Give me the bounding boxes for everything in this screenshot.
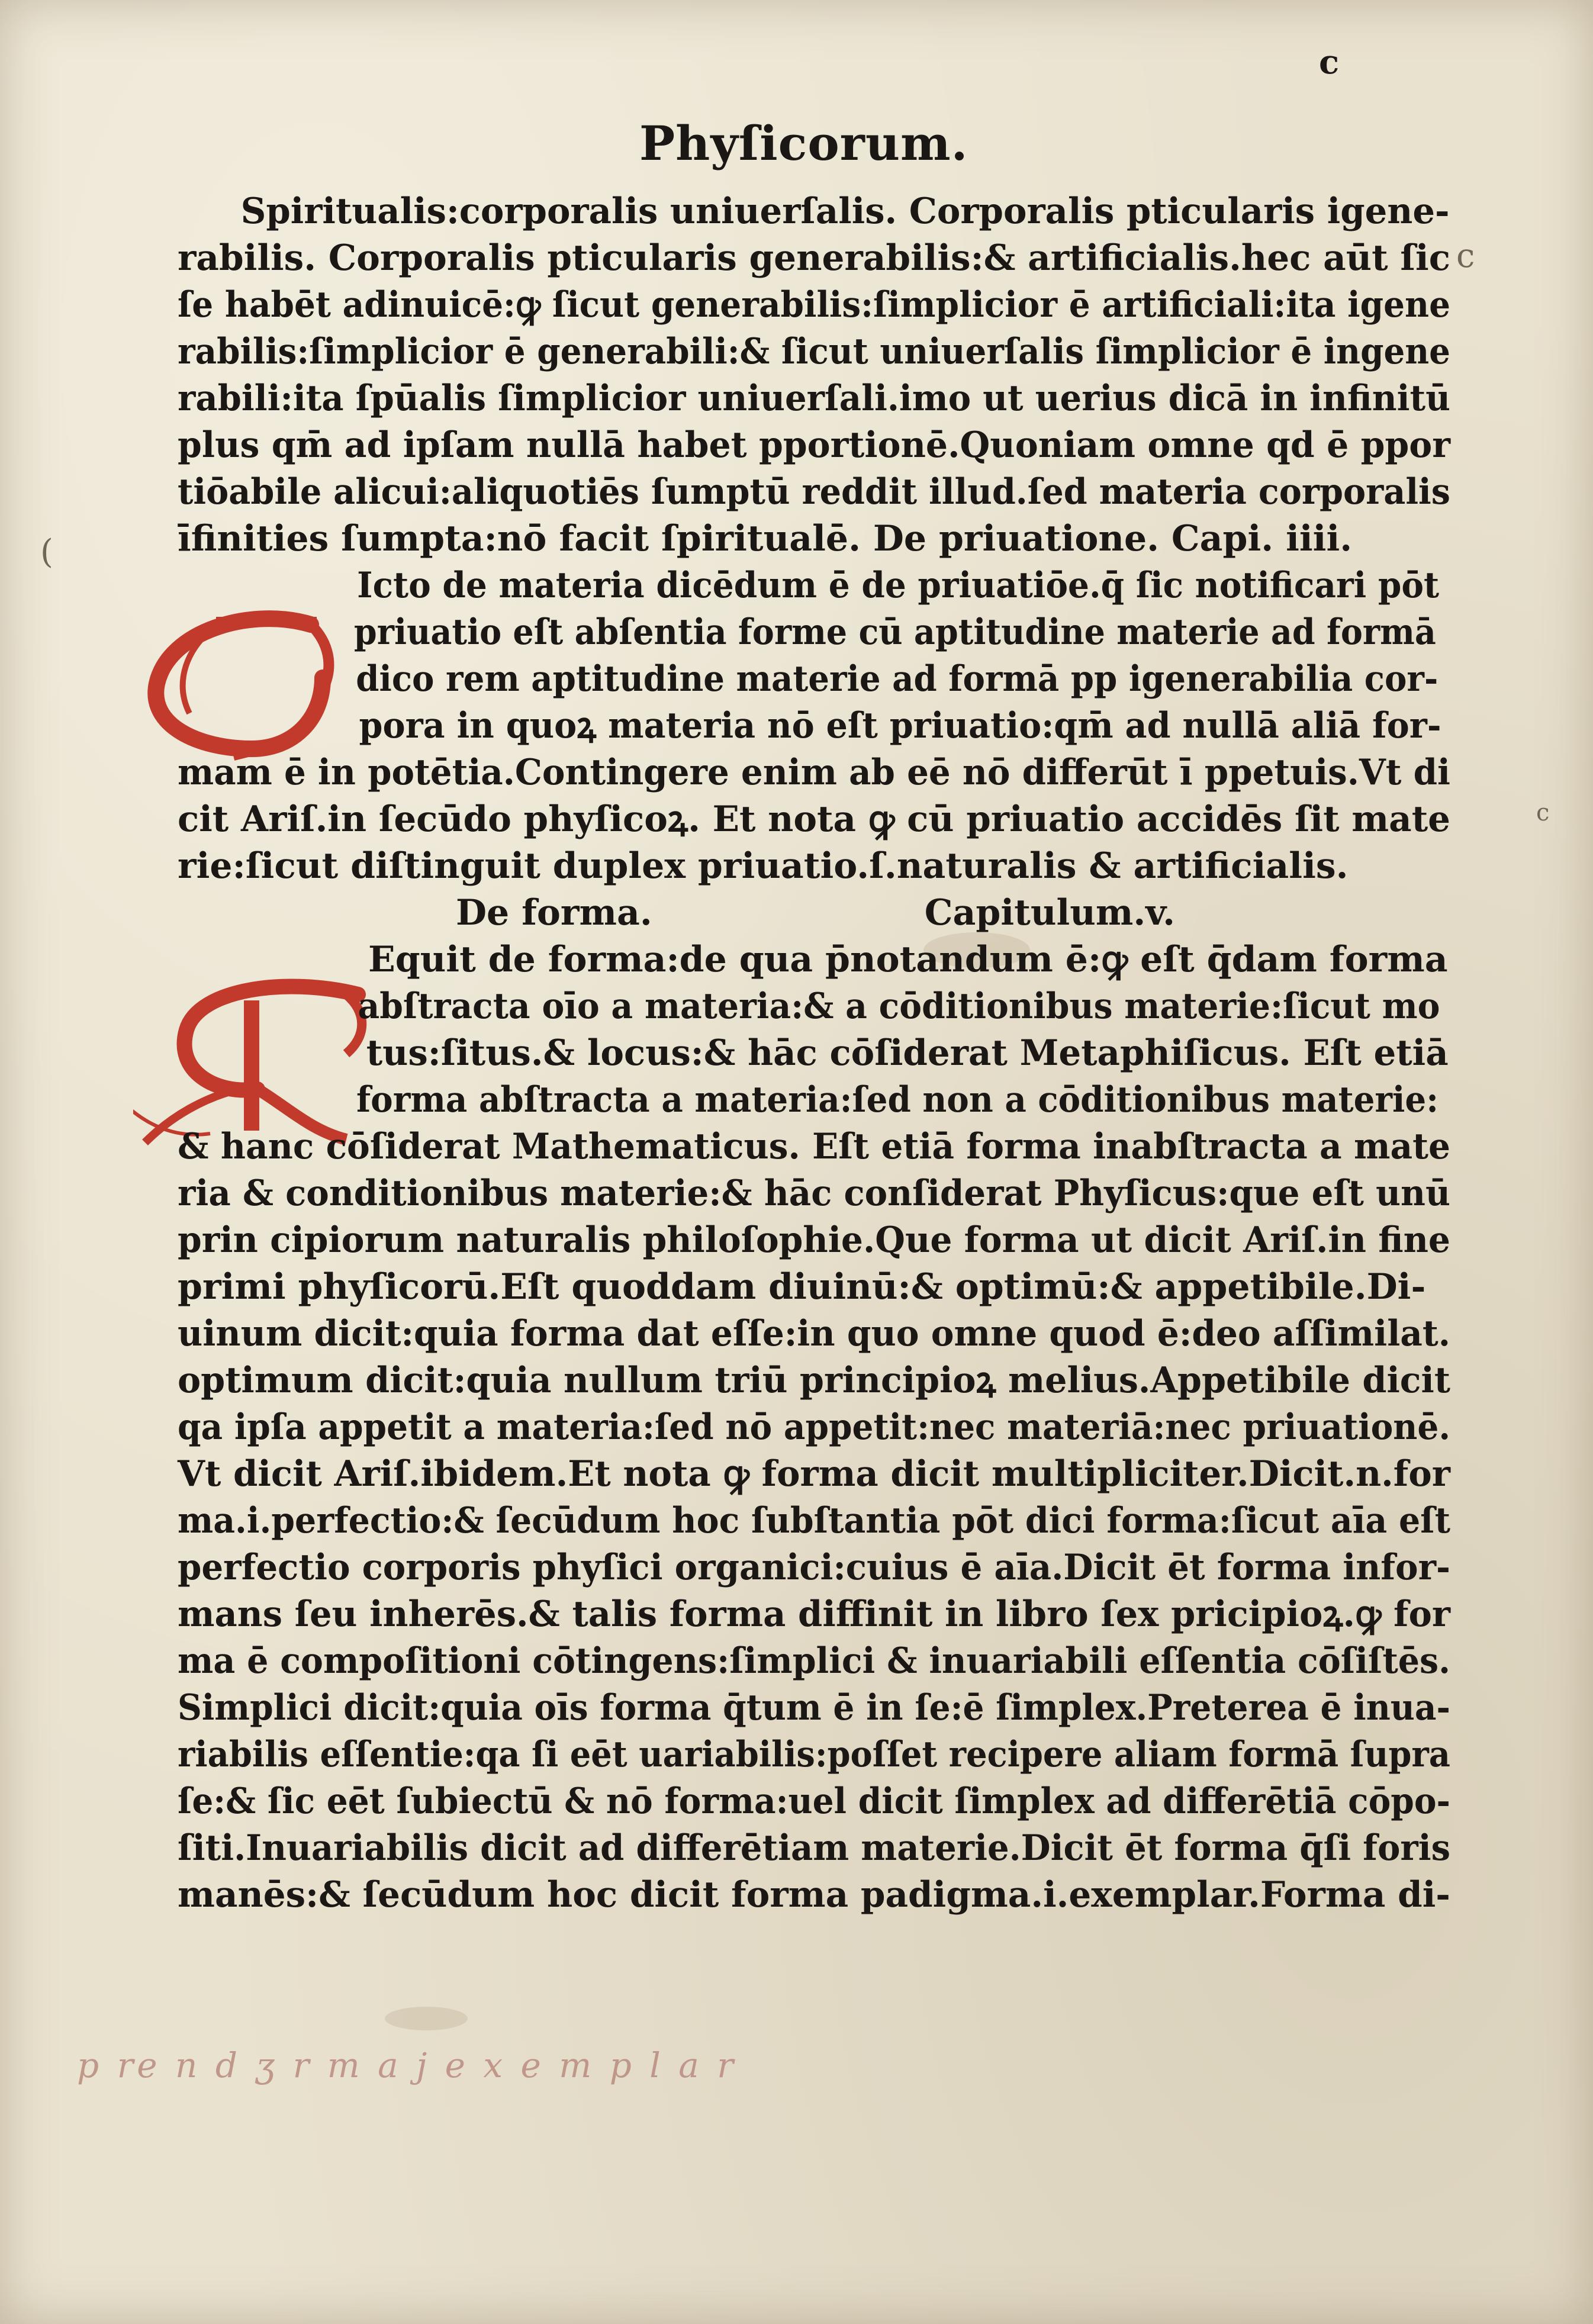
- text-line: tus:ſitus.& locus:& hāc cōſiderat Metaphiſicus. Eſt etiā: [366, 1032, 1449, 1074]
- text-line: cit Ariſ.in ſecūdo phyſicoꝝ. Et nota ꝙ cū priuatio accidēs ſit mate: [178, 799, 1450, 840]
- text-line: īfinities ſumpta:nō facit ſpiritualē. De priuatione. Capi. iiii.: [178, 518, 1353, 559]
- manuscript-annotation: p re n d ʒ r m a j e x e m p l a r: [77, 2045, 738, 2085]
- text-line: abſtracta oīo a materia:& a cōditionibus materie:ſicut mo: [358, 986, 1440, 1027]
- text-line: rabilis. Corporalis pticularis generabilis:& artificialis.hec aūt ſic: [178, 237, 1450, 279]
- text-line: mam ē in potētia.Contingere enim ab eē nō differūt ī ppetuis.Vt di: [178, 752, 1450, 793]
- text-line: ma ē compoſitioni cōtingens:ſimplici & inuariabili eſſentia cōſiſtēs.: [178, 1640, 1450, 1682]
- chapter-heading: [178, 890, 1450, 936]
- text-line: ma.i.perfectio:& ſecūdum hoc ſubſtantia pōt dici forma:ſicut aīa eſt: [178, 1500, 1450, 1541]
- text-line: riabilis eſſentie:qa ſi eēt uariabilis:poſſet recipere aliam formā ſupra: [178, 1734, 1450, 1775]
- text-line: ſe:& ſic eēt ſubiectū & nō forma:uel dicit ſimplex ad differētiā cōpo-: [178, 1781, 1450, 1822]
- text-line: optimum dicit:quia nullum triū principioꝝ melius.Appetibile dicit: [178, 1360, 1450, 1401]
- text-line: pora in quoꝝ materia nō eſt priuatio:qm̄ ad nullā aliā for-: [359, 705, 1441, 746]
- text-line: dico rem aptitudine materie ad formā pp igenerabilia cor-: [356, 658, 1438, 700]
- text-line: mans ſeu inherēs.& talis forma diffinit in libro ſex pricipioꝝ.ꝙ for: [178, 1594, 1450, 1635]
- margin-mark-right-1: c: [1456, 237, 1475, 275]
- paper-stain: [385, 2007, 468, 2030]
- text-line: Vt dicit Ariſ.ibidem.Et nota ꝙ forma dicit multipliciter.Dicit.n.for: [178, 1453, 1450, 1495]
- chapter-number: Capitulum.v.: [924, 892, 1176, 934]
- text-line: manēs:& ſecūdum hoc dicit forma padigma.i.exemplar.Forma di-: [178, 1874, 1450, 1916]
- margin-mark-left: (: [40, 533, 53, 571]
- running-head: Phyſicorum.: [639, 115, 968, 171]
- text-line: ria & conditionibus materie:& hāc conſiderat Phyſicus:que eſt unū: [178, 1173, 1450, 1214]
- text-line: Spiritualis:corporalis uniuerſalis. Corporalis pticularis igene-: [240, 191, 1450, 232]
- text-line: rabilis:ſimplicior ē generabili:& ſicut uniuerſalis ſimplicior ē ingene: [178, 331, 1450, 372]
- text-line: Simplici dicit:quia oīs forma q̄tum ē in ſe:ē ſimplex.Preterea ē inua-: [178, 1687, 1450, 1728]
- folio-mark: c: [1319, 43, 1340, 82]
- text-line: tiōabile alicui:aliquotiēs ſumptū reddit illud.ſed materia corporalis: [178, 471, 1450, 513]
- text-line: primi phyſicorū.Eſt quoddam diuinū:& optimū:& appetibile.Di-: [178, 1266, 1426, 1308]
- text-line: ſe habēt adinuicē:ꝙ ſicut generabilis:ſimplicior ē artificiali:ita igene: [178, 284, 1450, 326]
- chapter-title: De forma.: [456, 892, 652, 934]
- text-line: ſiti.Inuariabilis dicit ad differētiam materie.Dicit ēt forma q̄ſi foris: [178, 1827, 1450, 1869]
- text-line: forma abſtracta a materia:ſed non a cōditionibus materie:: [356, 1079, 1438, 1121]
- main-text-block: [178, 188, 1450, 1919]
- text-line: rabili:ita ſpūalis ſimplicior uniuerſali.imo ut uerius dicā in infinitū: [178, 378, 1450, 419]
- text-line: prin cipiorum naturalis philoſophie.Que forma ut dicit Ariſ.in fine: [178, 1219, 1450, 1261]
- text-line: plus qm̄ ad ipſam nullā habet pportionē.Quoniam omne qd ē ppor: [178, 424, 1450, 466]
- text-line: perfectio corporis phyſici organici:cuius ē aīa.Dicit ēt forma infor-: [178, 1547, 1450, 1588]
- text-line: Equit de forma:de qua p̄notandum ē:ꝙ eſt q̄dam forma: [368, 939, 1448, 980]
- text-line: Icto de materia dicēdum ē de priuatiōe.q̄ ſic notificari pōt: [357, 565, 1440, 606]
- text-line: rie:ſicut diſtinguit duplex priuatio.ſ.naturalis & artificialis.: [178, 845, 1349, 887]
- text-line: & hanc cōſiderat Mathematicus. Eſt etiā forma inabſtracta a mate: [178, 1126, 1450, 1167]
- text-line: priuatio eſt abſentia forme cū aptitudine materie ad formā: [353, 611, 1436, 653]
- text-line: uinum dicit:quia forma dat eſſe:in quo omne quod ē:deo aſſimilat.: [178, 1313, 1450, 1354]
- margin-mark-right-2: c: [1536, 799, 1550, 826]
- text-line: qa ipſa appetit a materia:ſed nō appetit:nec materiā:nec priuationē.: [178, 1406, 1450, 1448]
